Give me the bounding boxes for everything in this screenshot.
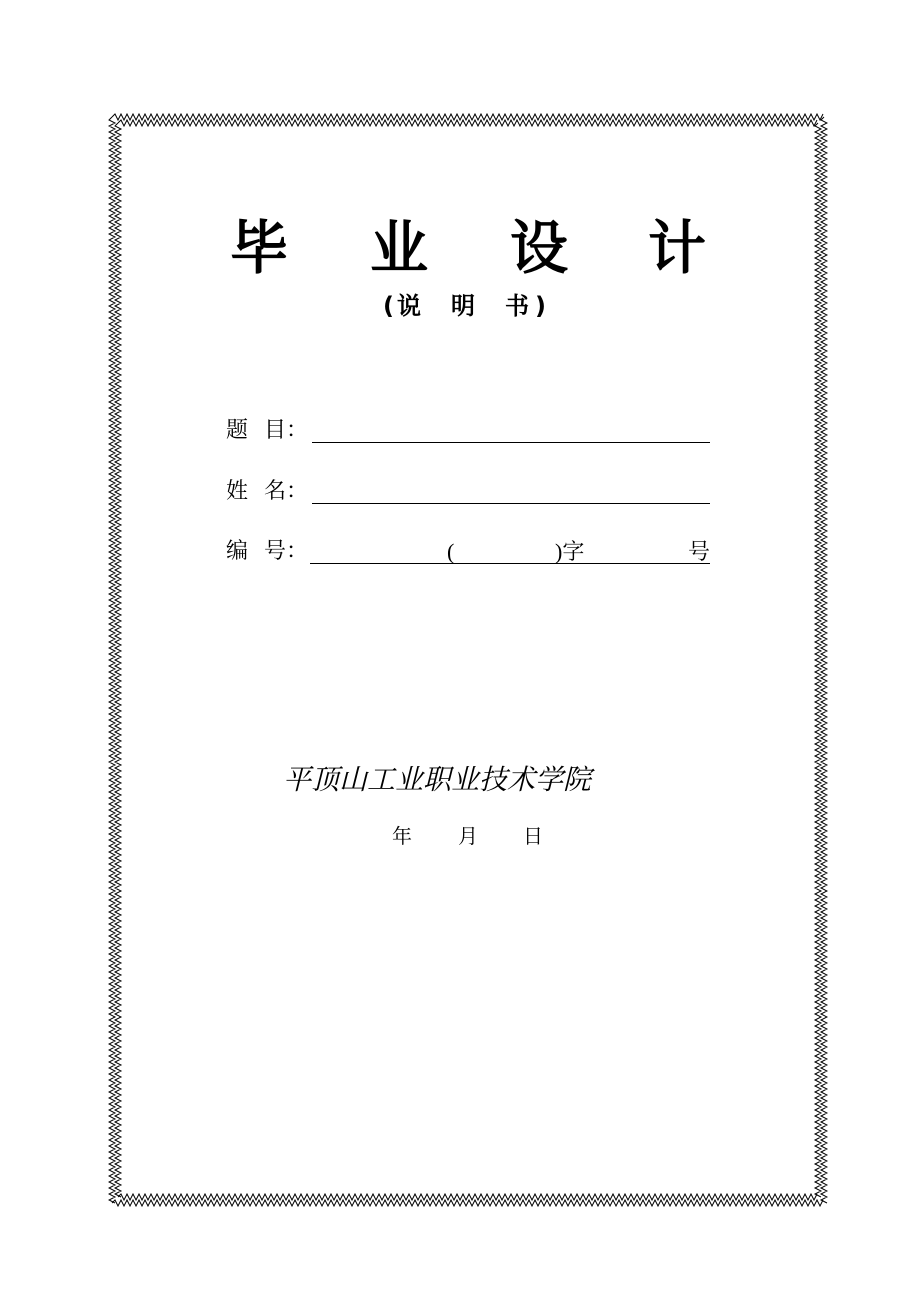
- number-label-char-2: 号: [264, 539, 287, 564]
- topic-label-char-2: 目: [264, 418, 287, 443]
- topic-label-char-1: 题: [226, 418, 249, 443]
- title-char-3: 设: [510, 214, 569, 282]
- number-hao: 号: [688, 539, 711, 564]
- school-name: 平顶山工业职业技术学院: [283, 763, 592, 796]
- number-label-char-1: 编: [226, 539, 249, 564]
- subtitle-close-paren: ): [535, 292, 546, 320]
- date-year: 年: [392, 824, 412, 848]
- date-line: [392, 822, 552, 850]
- name-label-char-2: 名: [264, 479, 287, 504]
- topic-field[interactable]: [312, 442, 710, 443]
- border-zigzag-line-1: [118, 120, 817, 126]
- number-close-paren-zi: )字: [555, 539, 585, 564]
- title-char-2: 业: [370, 214, 429, 282]
- border-zigzag-line-3: [118, 1194, 817, 1200]
- subtitle-char-2: 明: [451, 292, 475, 320]
- border-zigzag-line-6: [821, 117, 827, 1203]
- number-open-paren: (: [447, 539, 455, 564]
- border-zigzag-line-0: [112, 114, 823, 120]
- date-month: 月: [458, 824, 478, 848]
- subtitle-char-1: 说: [397, 292, 421, 320]
- name-label-colon: ：: [286, 479, 309, 504]
- title-char-4: 计: [648, 214, 707, 282]
- subtitle-open-paren: (: [383, 292, 394, 320]
- name-label-char-1: 姓: [226, 479, 249, 504]
- subtitle-char-3: 书: [505, 292, 529, 320]
- border-zigzag-line-5: [115, 123, 121, 1197]
- number-label-colon: ：: [286, 539, 309, 564]
- page-subtitle: [383, 289, 553, 323]
- date-day: 日: [523, 824, 543, 848]
- number-field[interactable]: [310, 563, 710, 564]
- page-title: [230, 212, 710, 284]
- topic-label-colon: ：: [286, 418, 309, 443]
- border-zigzag-line-2: [112, 1200, 823, 1206]
- name-field[interactable]: [312, 503, 710, 504]
- title-char-1: 毕: [230, 214, 289, 282]
